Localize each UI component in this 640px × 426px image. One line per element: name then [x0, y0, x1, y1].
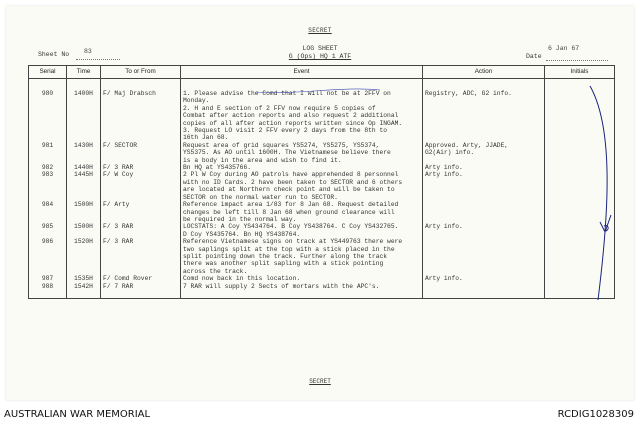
archive-reference-id: RCDIG1028309 [557, 409, 634, 420]
row-to-from: F/ SECTOR [101, 142, 181, 164]
row-action: Arty info. [423, 171, 545, 201]
row-serial: 985 [29, 223, 67, 238]
row-to-from: F/ 3 RAR [101, 164, 181, 171]
row-time: 1400H [67, 79, 101, 142]
date-label: Date [526, 53, 542, 60]
row-action: Arty info. [423, 223, 545, 238]
archive-caption [0, 409, 640, 423]
row-event: Comd now back in this location. [181, 275, 423, 282]
row-event: 1. Please advise the Comd that I will not be at 2FFV on Monday. 2. H and E section of 2 FFV now require 5 copies of Combat after action reports and also request 2 additional copies of all after action reports written since Op INGAM. 3. Request LO visit 2 FFV every 2 days from the 8th to 16th Jan 68. [181, 79, 423, 142]
footer-classification: SECRET [309, 378, 331, 385]
col-action: Action [423, 66, 545, 79]
row-action: Registry, ADC, G2 info. [423, 79, 545, 142]
row-serial: 981 [29, 142, 67, 164]
row-to-from: F/ Maj Drabsch [101, 79, 181, 142]
date-value: 6 Jan 67 [548, 45, 580, 52]
row-time: 1500H [67, 223, 101, 238]
row-time: 1542H [67, 283, 101, 299]
row-to-from: F/ Comd Rover [101, 275, 181, 282]
row-event: LOCSTATS: A Coy YS434764. B Coy YS438764. C Coy YS432765. D Coy YS435764. Bn HQ YS438764. [181, 223, 423, 238]
sheet-number-label: Sheet No [38, 51, 70, 58]
col-time: Time [67, 66, 101, 79]
row-time: 1445H [67, 171, 101, 201]
unit-name: G (Ops) HQ 1 ATF [288, 53, 352, 60]
row-serial: 984 [29, 201, 67, 223]
row-to-from: F/ 7 RAR [101, 283, 181, 299]
col-serial: Serial [29, 66, 67, 79]
row-event: 2 Pl W Coy during AO patrols have apprehended 8 personnel with no ID Cards. 2 have been taken to SECTOR and 6 others are located at Northern check point and will be taken to SECTOR on the normal water run to SECTOR. [181, 171, 423, 201]
row-event: 7 RAR will supply 2 Sects of mortars with the APC's. [181, 283, 423, 299]
row-action: Arty info. [423, 164, 545, 171]
row-time: 1535H [67, 275, 101, 282]
col-initials: Initials [545, 66, 615, 79]
header-classification: SECRET [308, 27, 332, 34]
sheet-number-value: 83 [84, 48, 92, 55]
row-serial: 986 [29, 238, 67, 275]
row-time: 1520H [67, 238, 101, 275]
col-to-or-from: To or From [101, 66, 181, 79]
row-action: Approved. Arty, JJADE, G2(Air) info. [423, 142, 545, 164]
pen-stroke-mark [256, 89, 380, 93]
row-to-from: F/ Arty [101, 201, 181, 223]
col-event: Event [181, 66, 423, 79]
row-to-from: F/ 3 RAR [101, 223, 181, 238]
row-to-from: F/ W Coy [101, 171, 181, 201]
row-event: Bn HQ at YS435766. [181, 164, 423, 171]
row-event: Reference Vietnamese signs on track at YS449763 there were two saplings split at the top with a stick placed in the split pointing down the track. Further along the track there was another split sapling with a stick pointing across the track. [181, 238, 423, 275]
row-serial: 988 [29, 283, 67, 299]
row-event: Reference impact area 1/83 for 8 Jan 68. Request detailed changes be left till 8 Jan 68 when ground clearance will be required in the normal way. [181, 201, 423, 223]
row-serial: 987 [29, 275, 67, 282]
row-time: 1500H [67, 201, 101, 223]
row-action: Arty info. [423, 275, 545, 282]
row-time: 1430H [67, 142, 101, 164]
archive-name: AUSTRALIAN WAR MEMORIAL [4, 409, 151, 420]
row-event: Request area of grid squares YS5274, YS5275, YS5374, YS5375. As AO until 1600H. The Vietnamese believe there is a body in the area and wish to find it. [181, 142, 423, 164]
row-serial: 982 [29, 164, 67, 171]
row-time: 1440H [67, 164, 101, 171]
row-serial: 983 [29, 171, 67, 201]
log-sheet-title: LOG SHEET [302, 45, 338, 52]
row-serial: 980 [29, 79, 67, 142]
row-to-from: F/ 3 RAR [101, 238, 181, 275]
pen-arc-mark [590, 86, 607, 300]
